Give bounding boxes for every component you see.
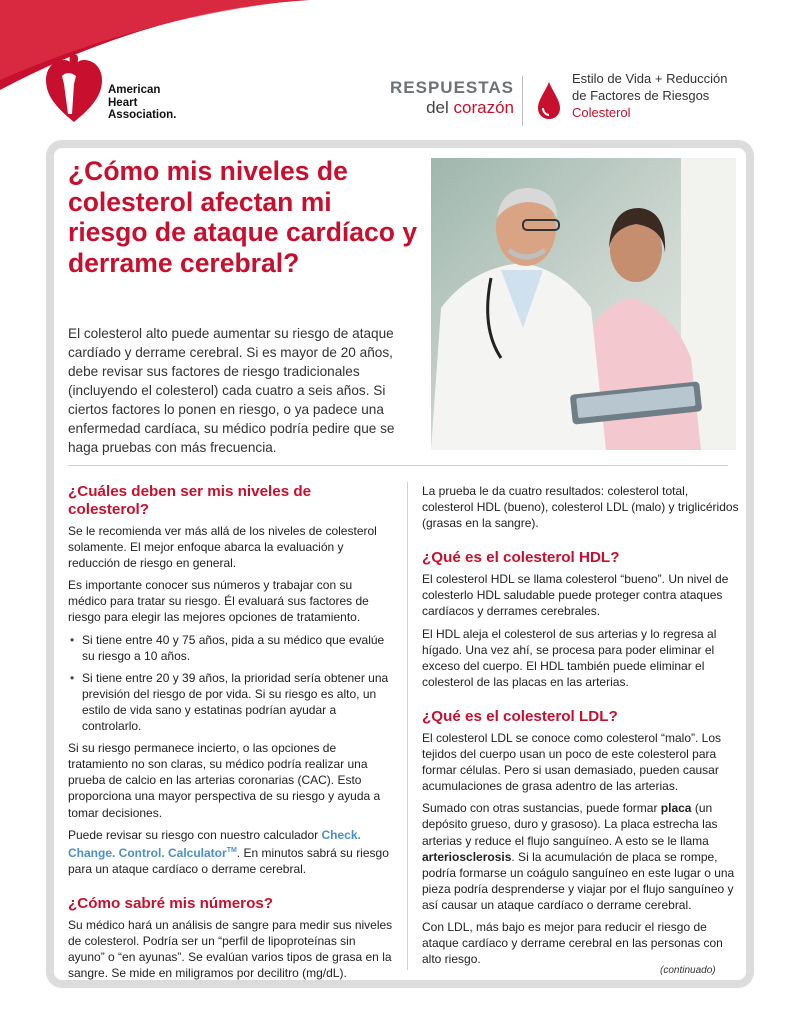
header-divider <box>522 76 523 126</box>
right-column <box>422 483 740 973</box>
heading-cholesterol-levels: ¿Cuáles deben ser mis niveles de colesterol? <box>68 483 312 518</box>
intro-paragraph: El colesterol alto puede aumentar su riesgo de ataque cardíado y derrame cerebral. Si es mayor de 20 años, debe revisar sus factores de riesgo tradicionales (incluyendo el colesterol) cada cuatro a seis años. Si ciertos factores lo ponen en riesgo, o ya padece una enfermedad cardíaca, su médico podría pedire que se haga pruebas con más frecuencia. <box>68 326 395 455</box>
logo-line-1: American <box>108 84 161 96</box>
bullet-item: • Si tiene entre 40 y 75 años, pida a su médico que evalúe su riesgo a 10 años. <box>68 632 393 664</box>
category-topic: Colesterol <box>572 105 631 120</box>
logo-line-2: Heart <box>108 96 138 109</box>
column-divider <box>407 482 408 970</box>
brand-top: RESPUESTAS <box>390 78 514 97</box>
brand-bottom-accent: corazón <box>453 98 514 117</box>
bullet-item: • Si tiene entre 20 y 39 años, la prioridad sería obtener una previsión del riesgo de por vida. Si su riesgo es alto, un estilo de vida sano y estatinas podrían ayudar a controlarlo. <box>68 670 393 734</box>
paragraph: Su médico hará un análisis de sangre para medir sus niveles de colesterol. Podría ser un “perfil de lipoproteínas sin ayuno” o “en ayunas”. Se evalúan varios tipos de grasa en la sangre. Se mide en miligramos por decilitro (mg/dL). <box>68 917 393 981</box>
paragraph: Con LDL, más bajo es mejor para reducir el riesgo de ataque cardíaco y derrame cerebral en las personas con alto riesgo. <box>422 919 723 967</box>
text: Puede revisar su riesgo con nuestro calculador <box>68 827 322 842</box>
term-arteriosclerosis: arteriosclerosis <box>422 849 512 864</box>
heart-torch-icon <box>44 54 104 126</box>
heading-hdl: ¿Qué es el colesterol HDL? <box>422 549 620 567</box>
brand-bottom-prefix: del <box>426 98 454 117</box>
blood-drop-icon <box>535 80 563 120</box>
paragraph: La prueba le da cuatro resultados: colesterol total, colesterol HDL (bueno), colesterol LDL (malo) y triglicéridos (grasas en la sangre). <box>422 484 739 531</box>
heading-know-numbers: ¿Cómo sabré mis números? <box>68 894 274 912</box>
continued-label: (continuado) <box>660 965 716 976</box>
heading-ldl: ¿Qué es el colesterol LDL? <box>422 707 618 725</box>
bullet-list <box>68 632 393 735</box>
paragraph: Es importante conocer sus números y trabajar con su médico para tratar su riesgo. Él evaluará sus factores de riesgo para elegir las mejores opciones de tratamiento. <box>68 578 369 625</box>
term-plaque: placa <box>660 801 692 816</box>
calculator-link-text: Check. Change. Control. Calculator <box>68 827 361 860</box>
category-label <box>572 70 728 121</box>
text: . En minutos sabrá su riesgo para un ataque cardíaco o derrame cerebral. <box>68 845 389 876</box>
paragraph: El HDL aleja el colesterol de sus arterias y lo regresa al hígado. Una vez ahí, se procesa para poder eliminar el exceso del cuerpo. El HDL también puede eliminar el colesterol de las placas en las arterias. <box>422 626 717 689</box>
paragraph: El colesterol HDL se llama colesterol “bueno”. Un nivel de colesterlo HDL saludable puede proteger contra ataques cardíacos y derrames cerebrales. <box>422 572 729 619</box>
category-line-1: Estilo de Vida + Reducción <box>572 71 728 86</box>
page-title: ¿Cómo mis niveles de colesterol afectan mi riesgo de ataque cardíaco y derrame cerebral? <box>68 156 418 278</box>
paragraph-plaque <box>422 800 740 913</box>
doctor-patient-photo <box>431 158 736 450</box>
text: (un depósito grueso, duro y grasoso). La placa estrecha las arterias y reduce el flujo sanguíneo. A esto se le llama <box>422 801 718 848</box>
series-brand <box>380 78 514 118</box>
left-column <box>68 483 393 987</box>
trademark: TM <box>226 846 237 854</box>
text: . Si la acumulación de placa se rompe, podría formarse un coágulo sanguíneo en este lugar o una pieza podría desprenderse y viajar por el flujo sanguíneo y así causar un ataque cardíaco o derrame cerebral. <box>422 849 735 912</box>
paragraph-calculator <box>68 827 393 877</box>
paragraph: Se le recomienda ver más allá de los niveles de colesterol solamente. El mejor enfoque abarca la evaluación y reducción de riesgo en general. <box>68 524 377 571</box>
brand-bottom <box>380 98 514 118</box>
text: Sumado con otras sustancias, puede formar <box>422 801 661 816</box>
aha-logo <box>44 54 204 126</box>
paragraph: Si su riesgo permanece incierto, o las opciones de tratamiento no son claras, su médico podría realizar una prueba de calcio en las arterias coronarias (CAC). Esto proporciona una mayor perspectiva de su riesgo y ayuda a tomar decisiones. <box>68 741 381 820</box>
category-line-2: de Factores de Riesgos <box>572 88 710 103</box>
logo-line-3: Association. <box>108 109 177 121</box>
paragraph: El colesterol LDL se conoce como colesterol “malo”. Los tejidos del cuerpo usan un poco de este colesterol para formar células. Pero si usan demasiado, pueden causar acumulaciones de grasa adentro de las arterias. <box>422 730 722 794</box>
section-divider <box>68 465 728 466</box>
